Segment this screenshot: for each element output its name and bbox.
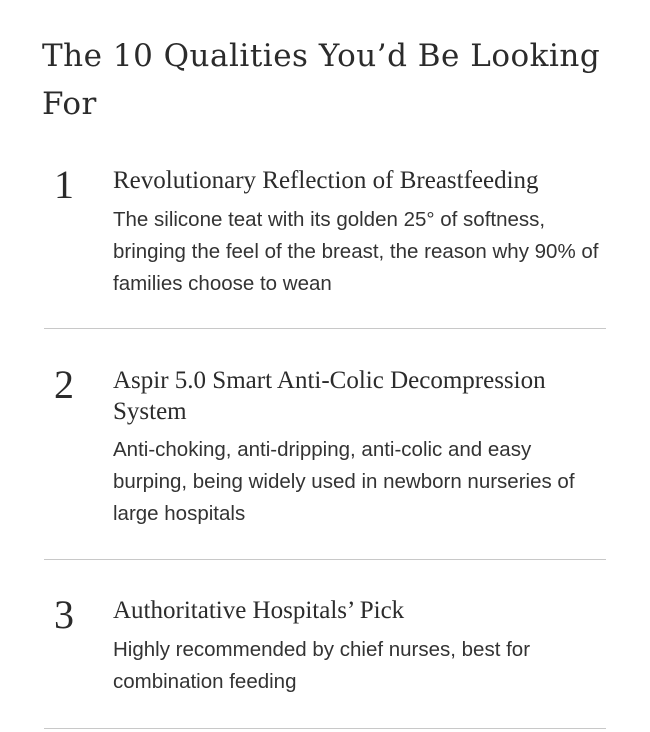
divider [44, 328, 606, 329]
quality-description: Anti-choking, anti-dripping, anti-colic and easy burping, being widely used in newborn nurseries of large hospitals [113, 438, 575, 525]
quality-number: 1 [54, 162, 74, 207]
quality-item [44, 160, 606, 330]
section-heading: The 10 Qualities You’d Be Looking For [42, 38, 601, 122]
quality-number: 2 [54, 362, 74, 407]
quality-title: Revolutionary Reflection of Breastfeeding [113, 167, 539, 194]
quality-number: 3 [54, 592, 74, 637]
quality-title: Aspir 5.0 Smart Anti-Colic Decompression System [113, 367, 546, 425]
quality-item [44, 360, 606, 560]
divider [44, 559, 606, 560]
quality-item [44, 590, 606, 730]
divider [44, 728, 606, 729]
quality-description: Highly recommended by chief nurses, best for combination feeding [113, 638, 531, 693]
quality-description: The silicone teat with its golden 25° of softness, bringing the feel of the breast, the reason why 90% of families choose to wean [113, 208, 599, 295]
quality-title: Authoritative Hospitals’ Pick [113, 597, 405, 624]
